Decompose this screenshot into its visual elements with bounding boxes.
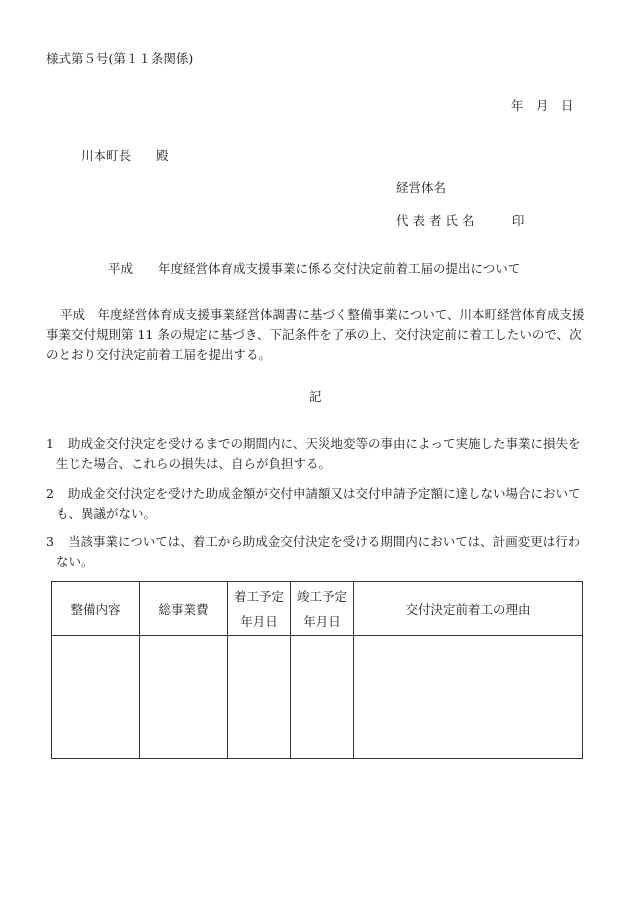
condition-line-1: 当該事業については、着工から助成金交付決定を受ける期間内においては、計画変更は行わ <box>68 534 581 549</box>
addressee: 川本町長 殿 <box>81 148 169 163</box>
applicant-name-label: 経営体名 <box>396 180 447 195</box>
header-start-date <box>228 582 291 636</box>
date-line: 年 月 日 <box>511 98 574 113</box>
condition-number: 1 <box>46 436 54 451</box>
header-start-date-bottom: 年月日 <box>240 613 278 629</box>
cell-start-date[interactable] <box>228 636 291 759</box>
table-header-row <box>52 582 583 636</box>
condition-number: 3 <box>46 534 54 549</box>
header-total-cost: 総事業費 <box>140 582 228 636</box>
construction-table <box>51 581 583 759</box>
condition-item-2 <box>46 484 591 524</box>
header-start-date-top: 着工予定 <box>233 588 284 604</box>
representative-label: 代 表 者 氏 名 印 <box>396 213 525 228</box>
header-completion-date-bottom: 年月日 <box>303 613 341 629</box>
header-reason: 交付決定前着工の理由 <box>354 582 583 636</box>
condition-line-1: 助成金交付決定を受けるまでの期間内に、天災地変等の事由によって実施した事業に損失を <box>68 436 581 451</box>
document-title: 平成 年度経営体育成支援事業に係る交付決定前着工届の提出について <box>108 261 521 276</box>
header-completion-date-top: 竣工予定 <box>296 588 347 604</box>
cell-reason[interactable] <box>354 636 583 759</box>
condition-line-2: も、異議がない。 <box>56 506 157 521</box>
header-completion-date <box>291 582 354 636</box>
cell-completion-date[interactable] <box>291 636 354 759</box>
cell-maintenance-content[interactable] <box>52 636 140 759</box>
condition-line-2: ない。 <box>56 554 94 569</box>
table-row <box>52 636 583 759</box>
form-number: 様式第５号(第１１条関係) <box>46 51 194 66</box>
condition-item-1 <box>46 434 591 474</box>
condition-line-2: 生じた場合、これらの損失は、自らが負担する。 <box>56 456 332 471</box>
body-paragraph: 平成 年度経営体育成支援事業経営体調書に基づく整備事業について、川本町経営体育成支援事業交付規則第 11 条の規定に基づき、下記条件を了承の上、交付決定前に着工したいので、次のとおり交付決定前着工届を提出する。 <box>46 307 585 362</box>
ki-heading: 記 <box>309 389 322 404</box>
condition-number: 2 <box>46 486 54 501</box>
condition-item-3 <box>46 532 591 572</box>
header-maintenance-content: 整備内容 <box>52 582 140 636</box>
cell-total-cost[interactable] <box>140 636 228 759</box>
condition-line-1: 助成金交付決定を受けた助成金額が交付申請額又は交付申請予定額に達しない場合において <box>68 486 581 501</box>
